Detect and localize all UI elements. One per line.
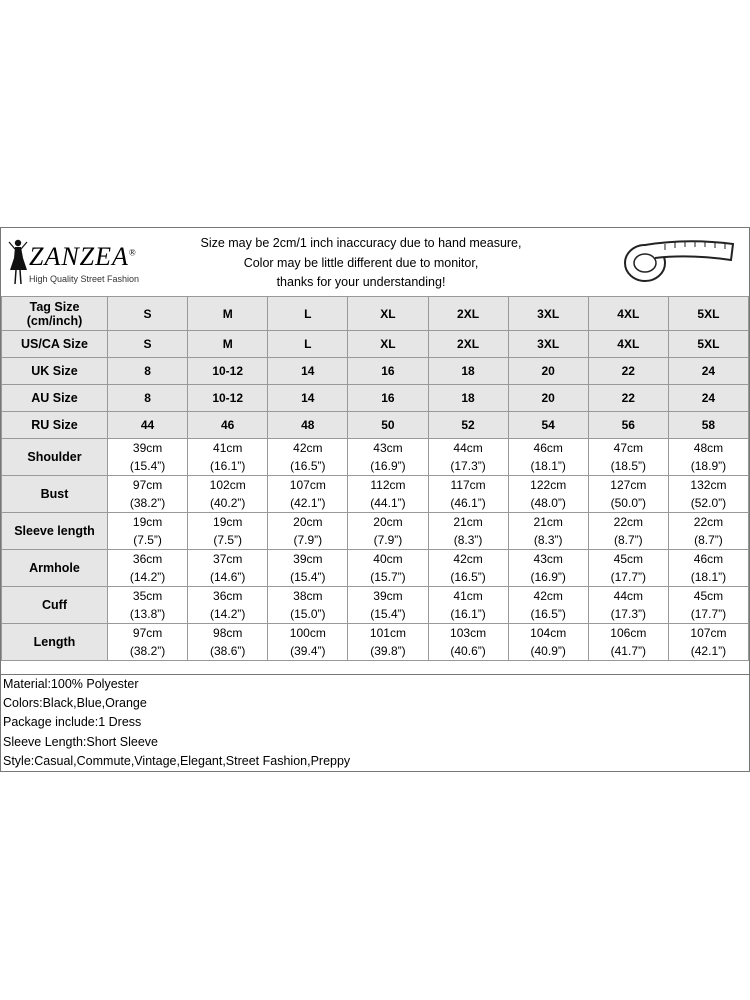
inch-value: (7.5”) <box>133 533 162 547</box>
inch-value: (52.0”) <box>690 496 727 510</box>
inch-value: (40.9”) <box>530 644 566 658</box>
cm-value: 107cm <box>289 478 326 492</box>
measurement-cell <box>268 513 348 550</box>
row-label: Armhole <box>2 550 108 587</box>
inch-value: (8.7”) <box>613 533 643 547</box>
cm-value: 39cm <box>293 552 323 566</box>
measurement-cell <box>108 513 188 550</box>
cm-value: 44cm <box>453 441 483 455</box>
inch-value: (15.4”) <box>129 459 166 473</box>
cm-value: 35cm <box>132 589 163 603</box>
cm-value: 44cm <box>613 589 643 603</box>
size-cell: 4XL <box>588 331 668 358</box>
measurement-cell <box>668 513 748 550</box>
size-cell: 54 <box>508 412 588 439</box>
measurement-cell <box>508 587 588 624</box>
cm-value: 20cm <box>293 515 323 529</box>
cm-value: 46cm <box>533 441 563 455</box>
notice-line: thanks for your understanding! <box>276 275 446 289</box>
size-row <box>2 412 749 439</box>
cm-value: 22cm <box>693 515 724 529</box>
cm-value: 97cm <box>132 626 163 640</box>
size-row <box>2 297 749 331</box>
inch-value: (40.6”) <box>450 644 486 658</box>
cm-value: 122cm <box>530 478 567 492</box>
cm-value: 41cm <box>453 589 483 603</box>
cm-value: 103cm <box>450 626 487 640</box>
inch-value: (18.1”) <box>690 570 727 584</box>
measurement-cell <box>268 439 348 476</box>
size-cell: 52 <box>428 412 508 439</box>
inch-value: (18.9”) <box>690 459 727 473</box>
size-table-body <box>2 297 749 661</box>
inch-value: (14.2”) <box>210 607 246 621</box>
inch-value: (16.9”) <box>530 570 566 584</box>
inch-value: (38.2”) <box>129 644 166 658</box>
cm-value: 107cm <box>690 626 727 640</box>
cm-value: 43cm <box>533 552 563 566</box>
cm-value: 102cm <box>209 478 246 492</box>
cm-value: 39cm <box>132 441 163 455</box>
inch-value: (7.9”) <box>373 533 403 547</box>
size-row <box>2 331 749 358</box>
product-info <box>1 674 749 771</box>
info-line: Colors:Black,Blue,Orange <box>3 696 147 711</box>
size-cell: 16 <box>348 358 428 385</box>
size-cell: 20 <box>508 358 588 385</box>
size-cell: 24 <box>668 358 748 385</box>
cm-value: 112cm <box>370 478 406 492</box>
inch-value: (15.4”) <box>370 607 406 621</box>
inch-value: (39.8”) <box>370 644 406 658</box>
size-cell: 3XL <box>508 331 588 358</box>
size-cell: 22 <box>588 385 668 412</box>
measurement-cell <box>508 513 588 550</box>
row-label <box>2 358 108 385</box>
measurement-cell <box>188 439 268 476</box>
measurement-cell <box>428 587 508 624</box>
inch-value: (40.2”) <box>210 496 246 510</box>
size-cell: 8 <box>108 385 188 412</box>
measurement-cell <box>428 476 508 513</box>
info-line: Material:100% Polyester <box>3 677 139 691</box>
measurement-cell <box>428 624 508 661</box>
info-line: Sleeve Length:Short Sleeve <box>3 734 158 749</box>
inch-value: (16.9”) <box>370 459 406 473</box>
measurement-cell <box>348 513 428 550</box>
size-row <box>2 358 749 385</box>
row-label <box>2 331 108 358</box>
row-label-text: UK Size <box>31 364 78 378</box>
size-cell: 3XL <box>508 297 588 331</box>
row-label-text: (cm/inch) <box>26 313 83 328</box>
row-label-text: RU Size <box>31 418 78 432</box>
measurement-cell <box>348 439 428 476</box>
row-label: Bust <box>2 476 108 513</box>
size-cell: L <box>268 297 348 331</box>
inch-value: (17.3”) <box>450 459 486 473</box>
cm-value: 42cm <box>293 441 323 455</box>
cm-value: 98cm <box>213 626 243 640</box>
cm-value: 42cm <box>453 552 483 566</box>
size-cell: 24 <box>668 385 748 412</box>
size-cell: 22 <box>588 358 668 385</box>
measurement-cell <box>188 587 268 624</box>
size-cell: 14 <box>268 385 348 412</box>
measurement-cell <box>108 476 188 513</box>
measurement-cell <box>348 476 428 513</box>
row-label: Length <box>2 624 108 661</box>
inch-value: (13.8”) <box>129 607 166 621</box>
brand-tagline: High Quality Street Fashion <box>29 274 140 284</box>
row-label <box>2 412 108 439</box>
cm-value: 97cm <box>132 478 163 492</box>
size-cell: S <box>108 297 188 331</box>
size-cell: M <box>188 297 268 331</box>
size-cell: 44 <box>108 412 188 439</box>
inch-value: (46.1”) <box>450 496 486 510</box>
measurement-cell <box>348 624 428 661</box>
inch-value: (7.5”) <box>213 533 243 547</box>
size-cell: 16 <box>348 385 428 412</box>
inch-value: (7.9”) <box>293 533 323 547</box>
measurement-cell <box>108 550 188 587</box>
cm-value: 100cm <box>289 626 326 640</box>
inch-value: (18.5”) <box>610 459 646 473</box>
cm-value: 43cm <box>373 441 403 455</box>
size-cell: 48 <box>268 412 348 439</box>
size-cell: 10-12 <box>188 385 268 412</box>
size-cell: 2XL <box>428 331 508 358</box>
notice-text <box>171 234 551 293</box>
cm-value: 36cm <box>213 589 243 603</box>
cm-value: 20cm <box>373 515 403 529</box>
size-cell: M <box>188 331 268 358</box>
inch-value: (42.1”) <box>290 496 326 510</box>
size-cell: 14 <box>268 358 348 385</box>
cm-value: 132cm <box>690 478 727 492</box>
measurement-cell <box>188 550 268 587</box>
cm-value: 104cm <box>530 626 567 640</box>
cm-value: 101cm <box>369 626 406 640</box>
inch-value: (15.0”) <box>290 607 326 621</box>
size-cell: 5XL <box>668 331 748 358</box>
fashion-figure-icon <box>7 238 29 288</box>
measurement-cell <box>428 439 508 476</box>
inch-value: (38.6”) <box>210 644 246 658</box>
inch-value: (16.1”) <box>210 459 246 473</box>
row-label-text: US/CA Size <box>21 337 88 351</box>
inch-value: (14.6”) <box>210 570 246 584</box>
measurement-cell <box>268 624 348 661</box>
size-cell: 50 <box>348 412 428 439</box>
inch-value: (42.1”) <box>690 644 727 658</box>
measurement-row <box>2 624 749 661</box>
measurement-cell <box>588 476 668 513</box>
measurement-cell <box>588 587 668 624</box>
cm-value: 127cm <box>610 478 647 492</box>
measurement-cell <box>188 476 268 513</box>
row-label-text: AU Size <box>31 391 78 405</box>
measurement-cell <box>668 550 748 587</box>
measurement-row <box>2 587 749 624</box>
size-cell: 46 <box>188 412 268 439</box>
cm-value: 21cm <box>533 515 563 529</box>
measurement-cell <box>668 587 748 624</box>
measurement-cell <box>268 550 348 587</box>
cm-value: 45cm <box>613 552 643 566</box>
inch-value: (38.2”) <box>129 496 166 510</box>
size-cell: L <box>268 331 348 358</box>
cm-value: 36cm <box>132 552 163 566</box>
measurement-cell <box>588 550 668 587</box>
inch-value: (16.5”) <box>450 570 486 584</box>
size-cell: 20 <box>508 385 588 412</box>
notice-line: Size may be 2cm/1 inch inaccuracy due to hand measure, <box>200 236 522 250</box>
inch-value: (15.4”) <box>290 570 326 584</box>
size-table <box>1 296 749 661</box>
measurement-cell <box>668 624 748 661</box>
size-cell: 5XL <box>668 297 748 331</box>
measurement-row <box>2 513 749 550</box>
brand-name: ZANZEA® <box>29 242 137 271</box>
row-label: Shoulder <box>2 439 108 476</box>
row-label <box>2 385 108 412</box>
measurement-cell <box>108 624 188 661</box>
measurement-cell <box>428 513 508 550</box>
inch-value: (17.7”) <box>610 570 646 584</box>
measurement-cell <box>508 476 588 513</box>
measurement-cell <box>348 550 428 587</box>
size-cell: 56 <box>588 412 668 439</box>
inch-value: (48.0”) <box>530 496 566 510</box>
inch-value: (16.5”) <box>530 607 566 621</box>
measurement-cell <box>268 476 348 513</box>
measurement-cell <box>348 587 428 624</box>
size-cell: XL <box>348 331 428 358</box>
size-cell: 4XL <box>588 297 668 331</box>
inch-value: (8.7”) <box>694 533 723 547</box>
measuring-tape-icon <box>617 236 737 290</box>
measurement-cell <box>588 439 668 476</box>
cm-value: 19cm <box>132 515 163 529</box>
row-label: Sleeve length <box>2 513 108 550</box>
cm-value: 106cm <box>610 626 647 640</box>
inch-value: (8.3”) <box>453 533 483 547</box>
measurement-cell <box>188 513 268 550</box>
measurement-row <box>2 550 749 587</box>
measurement-row <box>2 439 749 476</box>
size-chart-sheet <box>0 227 750 772</box>
size-cell: 10-12 <box>188 358 268 385</box>
cm-value: 45cm <box>693 589 724 603</box>
inch-value: (17.3”) <box>610 607 646 621</box>
cm-value: 41cm <box>213 441 243 455</box>
cm-value: 22cm <box>613 515 643 529</box>
measurement-row <box>2 476 749 513</box>
measurement-cell <box>668 476 748 513</box>
cm-value: 19cm <box>213 515 243 529</box>
inch-value: (15.7”) <box>370 570 406 584</box>
cm-value: 47cm <box>613 441 643 455</box>
measurement-cell <box>668 439 748 476</box>
measurement-cell <box>588 624 668 661</box>
measurement-cell <box>508 439 588 476</box>
cm-value: 48cm <box>693 441 724 455</box>
measurement-cell <box>508 624 588 661</box>
cm-value: 46cm <box>693 552 724 566</box>
inch-value: (16.5”) <box>290 459 326 473</box>
size-cell: 8 <box>108 358 188 385</box>
measurement-cell <box>588 513 668 550</box>
inch-value: (17.7”) <box>690 607 727 621</box>
info-line: Package include:1 Dress <box>3 715 142 730</box>
row-label: Cuff <box>2 587 108 624</box>
measurement-cell <box>108 587 188 624</box>
inch-value: (8.3”) <box>533 533 563 547</box>
inch-value: (39.4”) <box>290 644 326 658</box>
cm-value: 117cm <box>450 478 486 492</box>
brand-logo <box>7 234 157 290</box>
size-cell: 18 <box>428 358 508 385</box>
cm-value: 40cm <box>373 552 403 566</box>
cm-value: 39cm <box>373 589 403 603</box>
measurement-cell <box>188 624 268 661</box>
measurement-cell <box>268 587 348 624</box>
measurement-cell <box>428 550 508 587</box>
size-row <box>2 385 749 412</box>
size-cell: 18 <box>428 385 508 412</box>
inch-value: (50.0”) <box>610 496 646 510</box>
size-cell: 2XL <box>428 297 508 331</box>
inch-value: (18.1”) <box>530 459 566 473</box>
size-cell: XL <box>348 297 428 331</box>
cm-value: 38cm <box>293 589 323 603</box>
measurement-cell <box>108 439 188 476</box>
row-label-text: Tag Size <box>29 299 80 314</box>
chart-header <box>1 228 749 297</box>
size-cell: 58 <box>668 412 748 439</box>
cm-value: 42cm <box>533 589 563 603</box>
inch-value: (14.2”) <box>129 570 166 584</box>
row-label <box>2 297 108 331</box>
measurement-cell <box>508 550 588 587</box>
info-line: Style:Casual,Commute,Vintage,Elegant,Street Fashion,Preppy <box>3 753 351 768</box>
inch-value: (16.1”) <box>450 607 486 621</box>
cm-value: 21cm <box>453 515 483 529</box>
cm-value: 37cm <box>213 552 243 566</box>
size-cell: S <box>108 331 188 358</box>
inch-value: (44.1”) <box>370 496 406 510</box>
inch-value: (41.7”) <box>610 644 646 658</box>
notice-line: Color may be little different due to monitor, <box>243 255 479 270</box>
